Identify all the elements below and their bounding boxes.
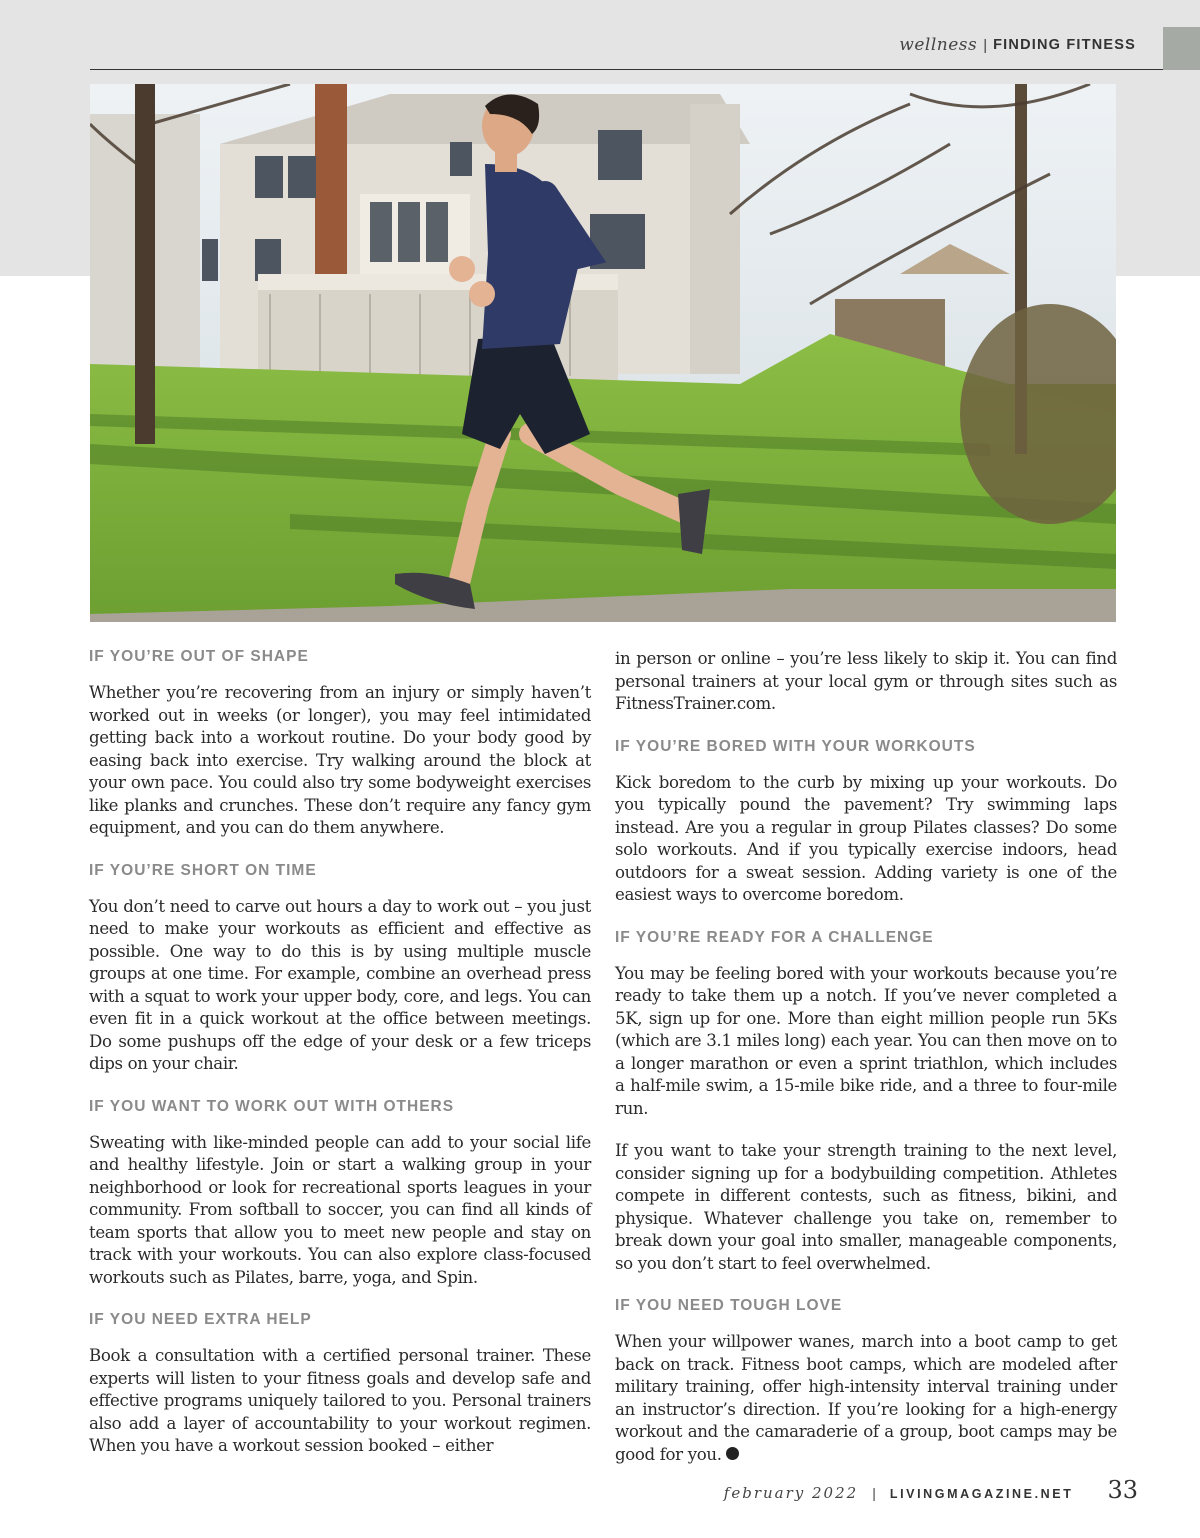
section-tab-block bbox=[1163, 27, 1200, 70]
header-separator: | bbox=[983, 36, 988, 54]
subhead-out-of-shape: IF YOU’RE OUT OF SHAPE bbox=[89, 648, 309, 665]
section-name: wellness bbox=[899, 35, 978, 55]
paragraph: Sweating with like-minded people can add to your social life and healthy lifestyle. Join or start a walking group in your neighborhood or look for recreational sports leagues in your community. From softball to soccer, you can find all kinds of team sports that allow you to meet new people and stay on track with your workouts. You can also explore class-focused workouts such as Pilates, barre, yoga, and Spin. bbox=[89, 1132, 591, 1287]
paragraph-continuation: in person or online – you’re less likely to skip it. You can find personal trainers at your local gym or through sites such as FitnessTrainer.com. bbox=[615, 649, 1117, 713]
section-topic: FINDING FITNESS bbox=[993, 37, 1136, 53]
runner-photo bbox=[90, 84, 1116, 622]
page-footer bbox=[724, 1476, 1138, 1504]
issue-date: february 2022 bbox=[723, 1484, 859, 1502]
paragraph: You don’t need to carve out hours a day to work out – you just need to make your workouts as efficient and effective as possible. One way to do this is by using multiple muscle groups at one time. For example, combine an overhead press with a squat to work your upper body, core, and legs. You can even fit in a quick workout at the office between meetings. Do some pushups off the edge of your desk or a few triceps dips on your chair. bbox=[89, 896, 591, 1073]
page-number: 33 bbox=[1107, 1476, 1138, 1504]
subhead-bored-with-workouts: IF YOU’RE BORED WITH YOUR WORKOUTS bbox=[615, 737, 976, 755]
running-header bbox=[899, 34, 1136, 56]
paragraph-final bbox=[615, 1331, 1117, 1466]
subhead-short-on-time: IF YOU’RE SHORT ON TIME bbox=[89, 861, 317, 879]
subhead-extra-help: IF YOU NEED EXTRA HELP bbox=[89, 1311, 312, 1328]
end-mark-icon bbox=[726, 1447, 739, 1460]
header-rule bbox=[90, 69, 1163, 70]
paragraph: Book a consultation with a certified personal trainer. These experts will listen to your fitness goals and develop safe and effective programs uniquely tailored to you. Personal trainers also add a layer of accountability to your workout regimen. When you have a workout session booked – either bbox=[89, 1346, 591, 1455]
footer-separator: | bbox=[872, 1485, 876, 1501]
paragraph: You may be feeling bored with your workouts because you’re ready to take them up a notch. If you’ve never completed a 5K, sign up for one. More than eight million people run 5Ks (which are 3.1 miles long) each year. You can then move on to a longer marathon or even a sprint triathlon, which includes a half-mile swim, a 15-mile bike ride, and a three to four-mile run. bbox=[615, 963, 1117, 1118]
right-column bbox=[615, 648, 1117, 1486]
subhead-tough-love: IF YOU NEED TOUGH LOVE bbox=[615, 1297, 843, 1314]
subhead-work-out-with-others: IF YOU WANT TO WORK OUT WITH OTHERS bbox=[89, 1097, 455, 1115]
subhead-ready-for-challenge: IF YOU’RE READY FOR A CHALLENGE bbox=[615, 928, 934, 946]
left-column bbox=[89, 646, 591, 1478]
paragraph: Whether you’re recovering from an injury or simply haven’t worked out in weeks (or longer), you may feel intimidated getting back into a workout routine. Do your body good by easing back into exercise. Try walking around the block at your own pace. You could also try some bodyweight exercises like planks and crunches. These don’t require any fancy gym equipment, and you can do them anywhere. bbox=[89, 683, 591, 837]
paragraph: Kick boredom to the curb by mixing up your workouts. Do you typically pound the pavement? Try swimming laps instead. Are you a regular in group Pilates classes? Do some solo workouts. And if you typically exercise indoors, head outdoors for a sweat session. Adding variety is one of the easiest ways to overcome boredom. bbox=[615, 772, 1117, 904]
website: LIVINGMAGAZINE.NET bbox=[889, 1487, 1074, 1501]
final-paragraph-text: When your willpower wanes, march into a boot camp to get back on track. Fitness boot camps, which are modeled after military training, offer high-intensity interval training under an instructor’s direction. If you’re looking for a high-energy workout and the camaraderie of a group, boot camps may be good for you. bbox=[615, 1332, 1117, 1464]
paragraph: If you want to take your strength training to the next level, consider signing up for a bodybuilding competition. Athletes compete in different contests, such as fitness, bikini, and physique. Whatever challenge you take on, remember to break down your goal into smaller, manageable components, so you don’t start to feel overwhelmed. bbox=[615, 1141, 1117, 1273]
